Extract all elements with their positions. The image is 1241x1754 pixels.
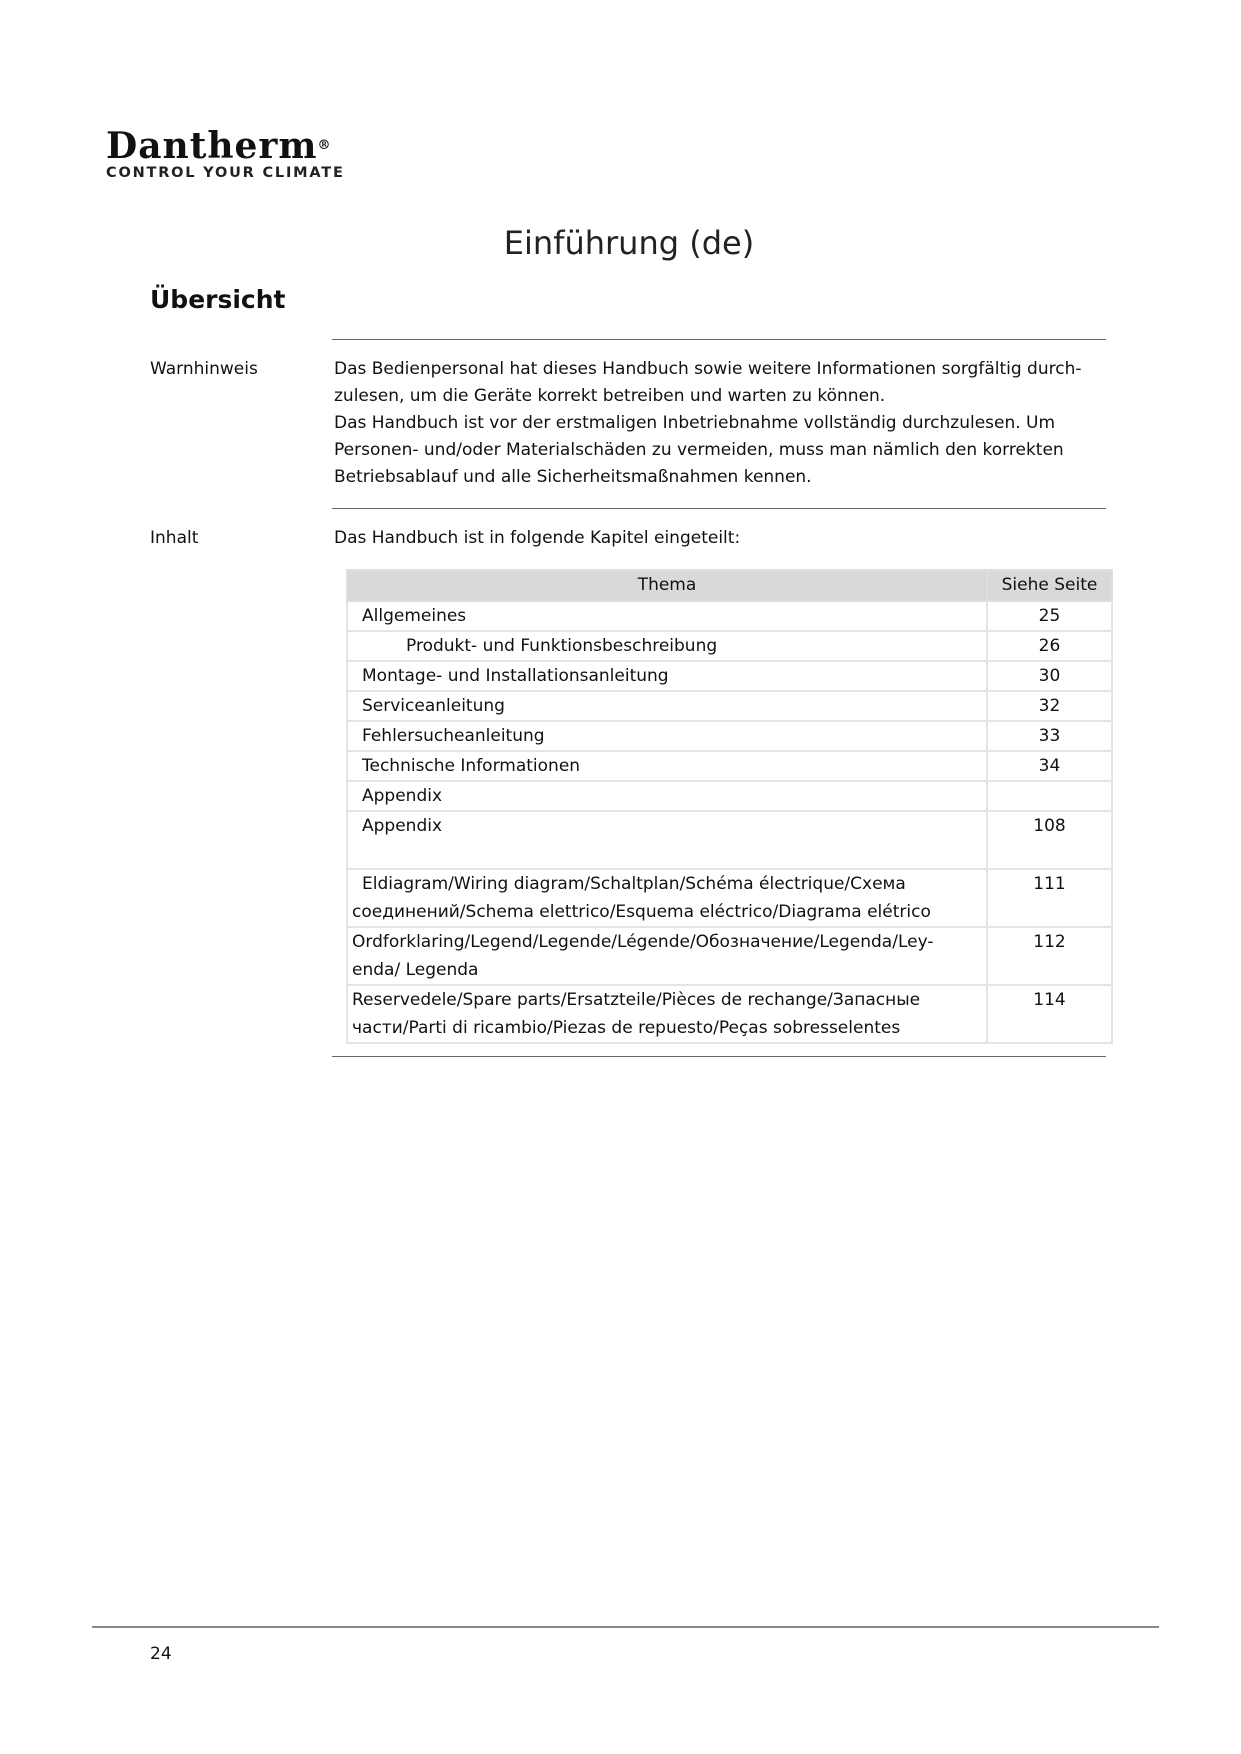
table-row (347, 781, 1112, 811)
table-row (347, 927, 1112, 985)
page-cell: 30 (987, 661, 1112, 691)
logo-wordmark: Dantherm® (106, 125, 332, 167)
warning-text (334, 356, 1108, 491)
page-cell: 112 (987, 927, 1112, 985)
page-cell: 114 (987, 985, 1112, 1043)
topic-line: enda/ Legenda (352, 960, 479, 980)
section-heading: Übersicht (150, 285, 286, 314)
contents-intro: Das Handbuch ist in folgende Kapitel eingeteilt: (334, 528, 741, 548)
registered-mark: ® (317, 138, 332, 153)
table-row (347, 661, 1112, 691)
topic-cell: Fehlersucheanleitung (347, 721, 987, 751)
topic-line: Ordforklaring/Legend/Legende/Légende/Обозначение/Legenda/Ley- (352, 932, 934, 952)
table-row (347, 751, 1112, 781)
topic-cell: Produkt- und Funktionsbeschreibung (347, 631, 987, 661)
divider-middle (332, 508, 1106, 509)
table-row (347, 601, 1112, 631)
table-row (347, 869, 1112, 927)
divider-top (332, 339, 1106, 340)
contents-table (346, 569, 1113, 1044)
column-header-page: Siehe Seite (987, 570, 1112, 601)
topic-cell (347, 869, 987, 927)
topic-line: Eldiagram/Wiring diagram/Schaltplan/Schéma électrique/Схема (362, 874, 906, 894)
topic-line: соединений/Schema elettrico/Esquema eléctrico/Diagrama elétrico (352, 902, 931, 922)
warning-line: Das Bedienpersonal hat dieses Handbuch sowie weitere Informationen sorgfältig durch- (334, 359, 1082, 379)
logo-tagline: CONTROL YOUR CLIMATE (106, 165, 345, 181)
contents-label: Inhalt (150, 528, 199, 548)
topic-cell: Allgemeines (347, 601, 987, 631)
dantherm-logo (106, 126, 345, 181)
page-number: 24 (150, 1644, 172, 1664)
warning-line: Personen- und/oder Materialschäden zu vermeiden, muss man nämlich den korrekten (334, 440, 1064, 460)
topic-cell: Serviceanleitung (347, 691, 987, 721)
table-row (347, 631, 1112, 661)
page-cell: 111 (987, 869, 1112, 927)
divider-bottom (332, 1056, 1106, 1057)
topic-line: части/Parti di ricambio/Piezas de repuesto/Peças sobresselentes (352, 1018, 901, 1038)
page-cell: 32 (987, 691, 1112, 721)
page-cell: 108 (987, 811, 1112, 869)
page-cell: 34 (987, 751, 1112, 781)
table-header-row (347, 570, 1112, 601)
page-cell: 26 (987, 631, 1112, 661)
warning-line: Betriebsablauf und alle Sicherheitsmaßnahmen kennen. (334, 467, 812, 487)
page-cell: 33 (987, 721, 1112, 751)
topic-cell: Appendix (347, 781, 987, 811)
table-row (347, 691, 1112, 721)
topic-cell: Appendix (347, 811, 987, 869)
column-header-topic: Thema (347, 570, 987, 601)
topic-cell: Technische Informationen (347, 751, 987, 781)
warning-line: Das Handbuch ist vor der erstmaligen Inbetriebnahme vollständig durchzulesen. Um (334, 413, 1056, 433)
table-row (347, 721, 1112, 751)
page-cell (987, 781, 1112, 811)
page-title: Einführung (de) (503, 224, 755, 262)
page-cell: 25 (987, 601, 1112, 631)
table-row (347, 985, 1112, 1043)
topic-cell: Montage- und Installationsanleitung (347, 661, 987, 691)
topic-line: Reservedele/Spare parts/Ersatzteile/Pièces de rechange/Запасные (352, 990, 921, 1010)
table-row (347, 811, 1112, 869)
topic-cell (347, 985, 987, 1043)
warning-line: zulesen, um die Geräte korrekt betreiben und warten zu können. (334, 386, 886, 406)
warning-label: Warnhinweis (150, 359, 258, 379)
topic-cell (347, 927, 987, 985)
footer-divider (92, 1626, 1159, 1628)
